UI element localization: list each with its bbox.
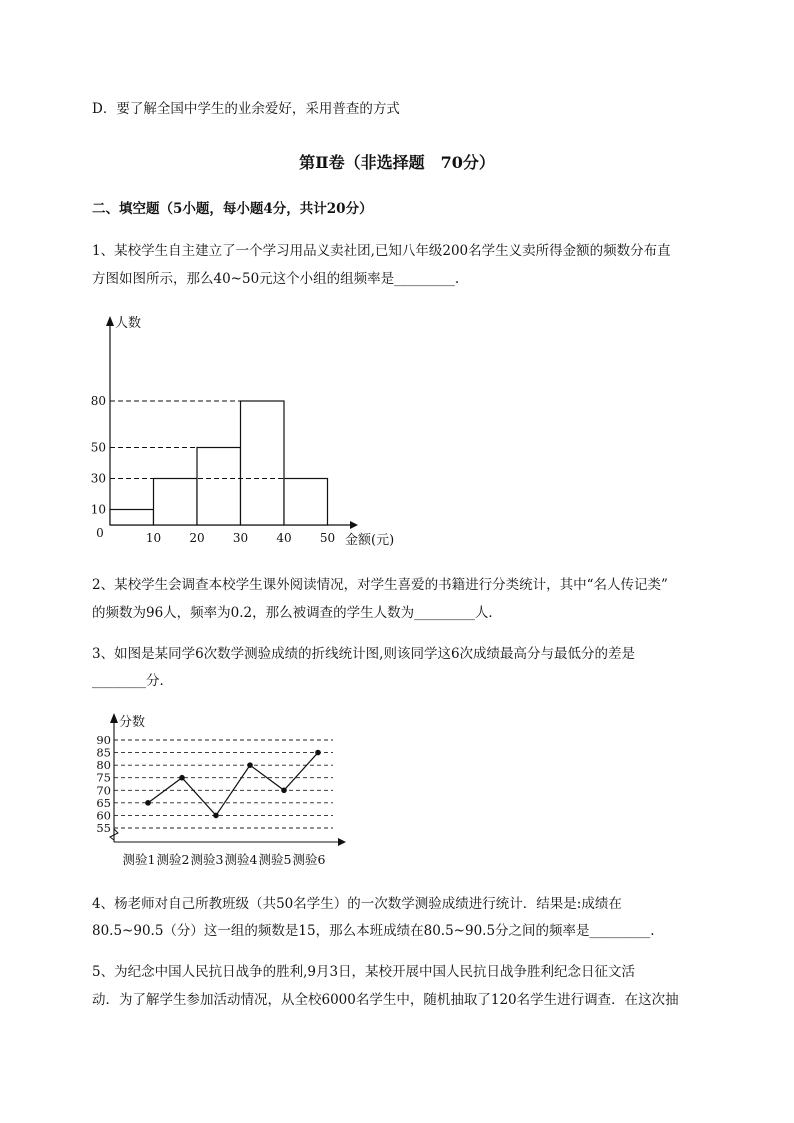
section-title: 第Ⅱ卷（非选择题 70分）: [299, 153, 495, 172]
y-tick-label: 55: [96, 821, 111, 835]
data-point: [281, 787, 287, 793]
y-tick-label: 30: [90, 471, 106, 486]
series-line: [148, 753, 318, 816]
x-tick-label: 测验6: [292, 852, 326, 867]
x-axis-label: 金额(元): [345, 533, 395, 548]
x-tick-label: 20: [189, 531, 205, 545]
y-tick-label: 80: [90, 394, 106, 408]
y-axis-label: 人数: [115, 316, 142, 331]
x-tick-label: 40: [276, 531, 292, 545]
x-tick-label: 测验3: [190, 852, 224, 867]
y-tick-label: 10: [90, 502, 106, 517]
line-chart: [88, 708, 358, 878]
q5-line2: 动．为了解学生参加活动情况，从全校6000名学生中，随机抽取了120名学生进行调查．在这次抽: [92, 992, 679, 1008]
option-d: D．要了解全国中学生的业余爱好，采用普查的方式: [92, 101, 400, 117]
histogram-bar: [110, 510, 154, 526]
y-tick-label: 70: [96, 783, 111, 798]
q2-line2: 的频数为96人，频率为0.2，那么被调查的学生人数为_________人．: [92, 605, 502, 621]
data-point: [247, 762, 253, 768]
y-axis-label: 分数: [119, 715, 146, 730]
x-tick-label: 测验4: [224, 852, 258, 867]
q5-line1: 5、为纪念中国人民抗日战争的胜利,9月3日，某校开展中国人民抗日战争胜利纪念日征文活: [92, 964, 636, 980]
q4-line2: 80.5~90.5（分）这一组的频数是15，那么本班成绩在80.5~90.5分之间的频率是_________.: [92, 923, 655, 939]
origin-label: 0: [96, 526, 104, 540]
data-point: [145, 800, 151, 806]
x-tick-label: 30: [232, 531, 249, 545]
q1-line2: 方图如图所示，那么40~50元这个小组的组频率是_________.: [92, 271, 460, 287]
x-tick-label: 测验2: [156, 852, 190, 867]
q2-line1: 2、某校学生会调查本校学生课外阅读情况，对学生喜爱的书籍进行分类统计，其中“名人传记类”: [92, 577, 668, 593]
y-tick-label: 75: [96, 770, 111, 785]
data-point: [179, 775, 185, 781]
x-tick-label: 测验5: [258, 852, 292, 867]
x-axis-arrow: [338, 838, 346, 846]
histogram-bar: [154, 479, 198, 526]
x-tick-label: 测验1: [122, 852, 156, 867]
data-point: [213, 813, 219, 819]
histogram-bar: [197, 448, 241, 526]
y-tick-label: 50: [90, 440, 106, 455]
y-tick-label: 90: [96, 733, 111, 747]
y-axis-arrow: [106, 316, 114, 326]
y-axis-arrow: [110, 713, 118, 723]
histogram-bar: [284, 479, 328, 526]
x-tick-label: 50: [319, 531, 336, 545]
y-tick-label: 80: [96, 758, 111, 773]
histogram-chart: [88, 310, 418, 555]
q4-line1: 4、杨老师对自己所教班级（共50名学生）的一次数学测验成绩进行统计．结果是:成绩在: [92, 896, 622, 912]
x-tick-label: 10: [145, 531, 162, 545]
q3-line1: 3、如图是某同学6次数学测验成绩的折线统计图,则该同学这6次成绩最高分与最低分的差是: [92, 646, 636, 662]
y-tick-label: 65: [96, 795, 111, 810]
q1-line1: 1、某校学生自主建立了一个学习用品义卖社团,已知八年级200名学生义卖所得金额的频数分布直: [92, 243, 671, 259]
q3-line2: ________分．: [92, 673, 173, 689]
y-tick-label: 85: [96, 745, 111, 760]
section-subtitle: 二、填空题（5小题，每小题4分，共计20分）: [92, 201, 373, 217]
data-point: [315, 750, 321, 756]
y-tick-label: 60: [96, 808, 111, 823]
histogram-bar: [241, 401, 285, 525]
x-axis-arrow: [350, 521, 358, 529]
